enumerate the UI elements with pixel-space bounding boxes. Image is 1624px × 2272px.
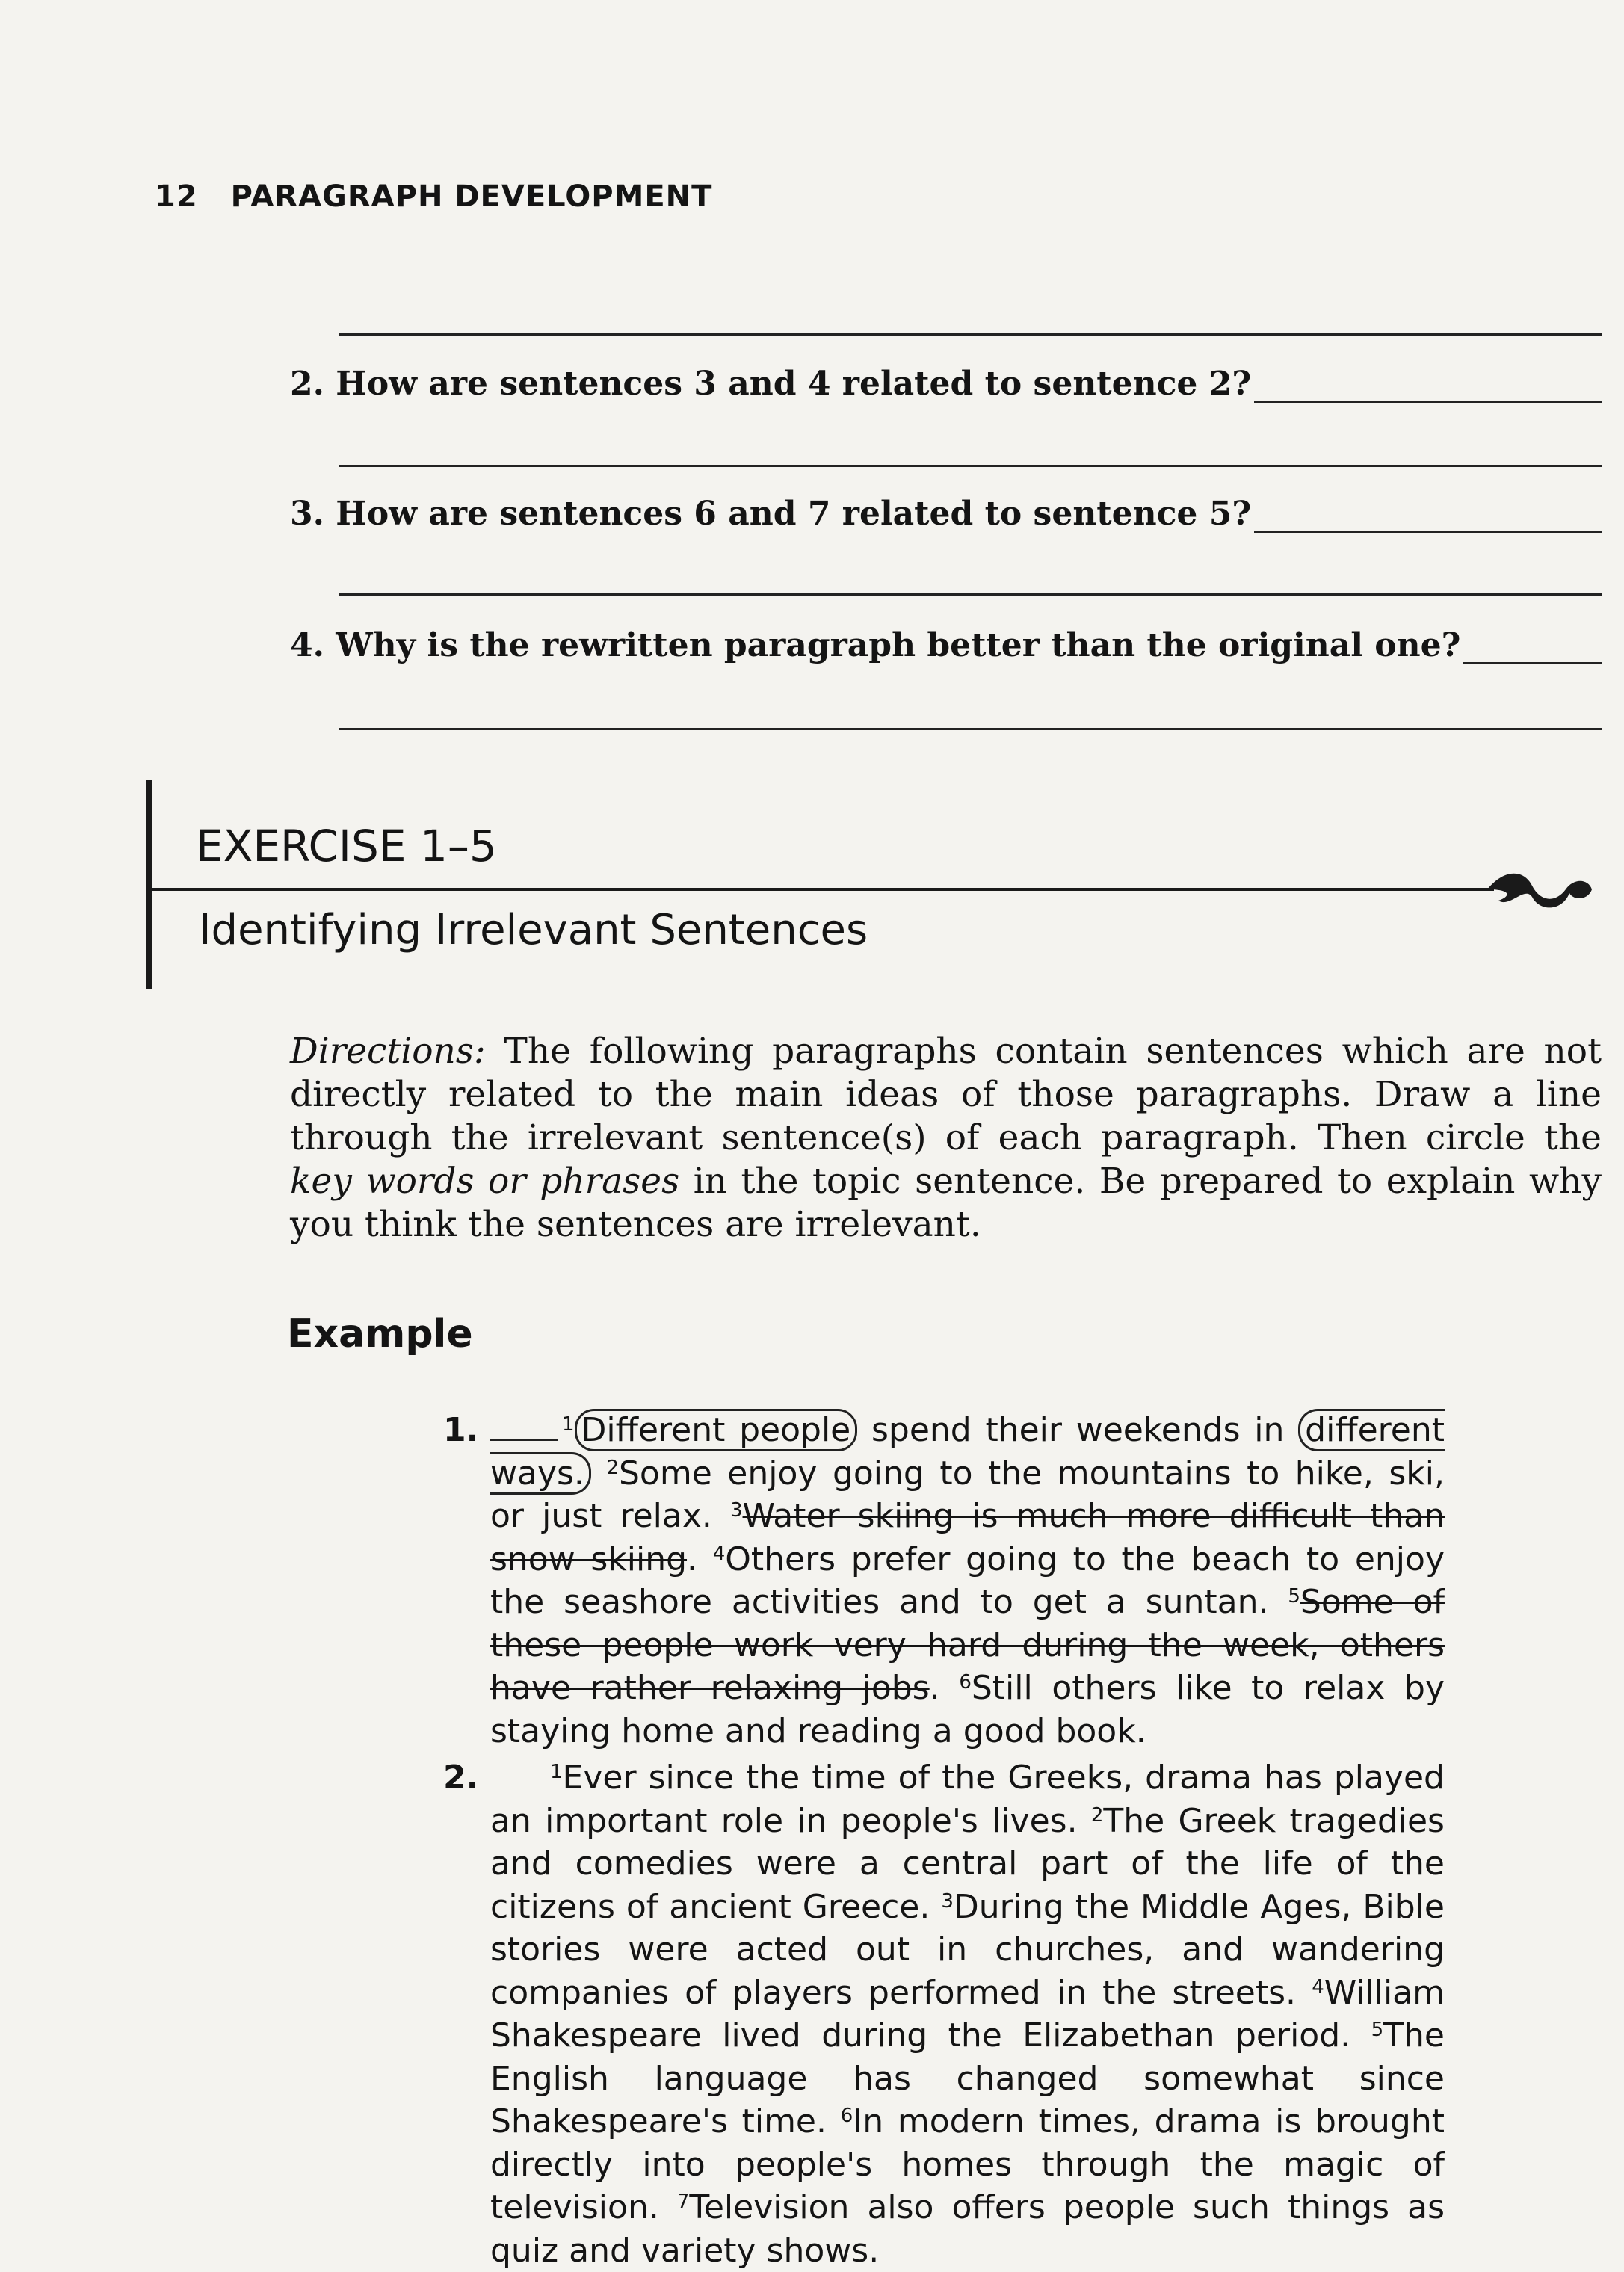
example-heading: Example bbox=[287, 1312, 473, 1356]
exercise-title: EXERCISE 1–5 bbox=[196, 821, 497, 871]
sentence-number: 2 bbox=[1090, 1803, 1104, 1827]
sentence-number: 1 bbox=[562, 1413, 575, 1436]
sentence-text: The Greek tragedies and comedies were a central part of the life of the citizens of ancient Greece. bbox=[490, 1801, 1445, 1926]
directions-emphasis: key words or phrases bbox=[290, 1161, 680, 1202]
sentence-text: . bbox=[687, 1540, 698, 1578]
sentence-number: 3 bbox=[729, 1499, 743, 1522]
item-number: 1. bbox=[443, 1411, 479, 1449]
sentence-text: Some enjoy going to the mountains to hike, ski, or just relax. bbox=[490, 1454, 1445, 1535]
example-item-1 bbox=[443, 1409, 1445, 1753]
answer-blank[interactable] bbox=[490, 1439, 558, 1441]
answer-line[interactable] bbox=[1463, 632, 1602, 664]
directions bbox=[290, 1030, 1602, 1247]
struck-irrelevant-sentence: Water skiing is much more difficult than snow skiing bbox=[490, 1497, 1445, 1578]
directions-text: The following paragraphs contain sentences which are not directly related to the main ideas of those paragraphs. Draw a line through the irrelevant sentence(s) of each paragraph. Then circle the bbox=[290, 1031, 1602, 1158]
sentence-text: In modern times, drama is brought directly into people's homes through the magic of television. bbox=[490, 2102, 1445, 2226]
sentence-number: 5 bbox=[1288, 1585, 1300, 1608]
running-head bbox=[155, 179, 712, 214]
sentence-text: Still others like to relax by staying home and reading a good book. bbox=[490, 1669, 1445, 1750]
directions-text: in the topic sentence. Be prepared to explain why you think the sentences are irrelevant. bbox=[290, 1161, 1602, 1245]
sentence-number: 7 bbox=[676, 2191, 690, 2213]
sentence-text: The English language has changed somewhat since Shakespeare's time. bbox=[490, 2016, 1445, 2140]
chapter-title: PARAGRAPH DEVELOPMENT bbox=[230, 179, 713, 214]
sentence-text: William Shakespeare lived during the Elizabethan period. bbox=[490, 1973, 1445, 2055]
sentence-text: During the Middle Ages, Bible stories were acted out in churches, and wandering companies of players performed in the streets. bbox=[490, 1887, 1445, 2012]
directions-label: Directions: bbox=[290, 1031, 486, 1072]
question-text: 4. Why is the rewritten paragraph better than the original one? bbox=[290, 626, 1461, 664]
item-paragraph bbox=[490, 1409, 1445, 1753]
question-4[interactable] bbox=[290, 626, 1602, 664]
answer-line[interactable] bbox=[339, 593, 1602, 596]
question-text: 3. How are sentences 6 and 7 related to sentence 5? bbox=[290, 495, 1252, 533]
sentence-text: Others prefer going to the beach to enjoy the seashore activities and to get a suntan. bbox=[490, 1540, 1445, 1621]
question-text: 2. How are sentences 3 and 4 related to sentence 2? bbox=[290, 365, 1252, 403]
example-item-2 bbox=[443, 1756, 1445, 2272]
exercise-subtitle: Identifying Irrelevant Sentences bbox=[199, 906, 868, 954]
sentence-number: 2 bbox=[606, 1456, 619, 1479]
sentence-number: 3 bbox=[941, 1889, 954, 1913]
struck-irrelevant-sentence: Some of these people work very hard during the week, others have rather relaxing jobs bbox=[490, 1583, 1445, 1707]
sentence-number: 4 bbox=[712, 1542, 726, 1565]
answer-line[interactable] bbox=[339, 728, 1602, 730]
item-number: 2. bbox=[443, 1759, 479, 1797]
sentence-number: 1 bbox=[550, 1761, 563, 1783]
sentence-text: . bbox=[929, 1669, 940, 1707]
sentence-text: Television also offers people such things as quiz and variety shows. bbox=[490, 2188, 1445, 2270]
question-3[interactable] bbox=[290, 495, 1602, 533]
page-number: 12 bbox=[155, 179, 198, 214]
sentence-text: Ever since the time of the Greeks, drama has played an important role in people's lives. bbox=[490, 1759, 1445, 1840]
item-paragraph bbox=[490, 1756, 1445, 2272]
answer-line[interactable] bbox=[339, 465, 1602, 467]
section-bar bbox=[146, 780, 152, 989]
ornament-icon bbox=[1483, 859, 1596, 919]
sentence-number: 4 bbox=[1312, 1975, 1324, 1998]
sentence-number: 5 bbox=[1371, 2019, 1384, 2041]
answer-line[interactable] bbox=[1254, 501, 1602, 533]
circled-key-phrase: Different people bbox=[575, 1409, 858, 1451]
answer-line[interactable] bbox=[339, 333, 1602, 336]
section-divider bbox=[149, 888, 1494, 891]
sentence-number: 6 bbox=[840, 2105, 853, 2127]
sentence-text: spend their weekends in bbox=[857, 1411, 1299, 1449]
sentence-number: 6 bbox=[959, 1671, 972, 1694]
answer-line[interactable] bbox=[1254, 371, 1602, 403]
question-2[interactable] bbox=[290, 365, 1602, 403]
circled-key-phrase: different ways. bbox=[490, 1409, 1445, 1495]
